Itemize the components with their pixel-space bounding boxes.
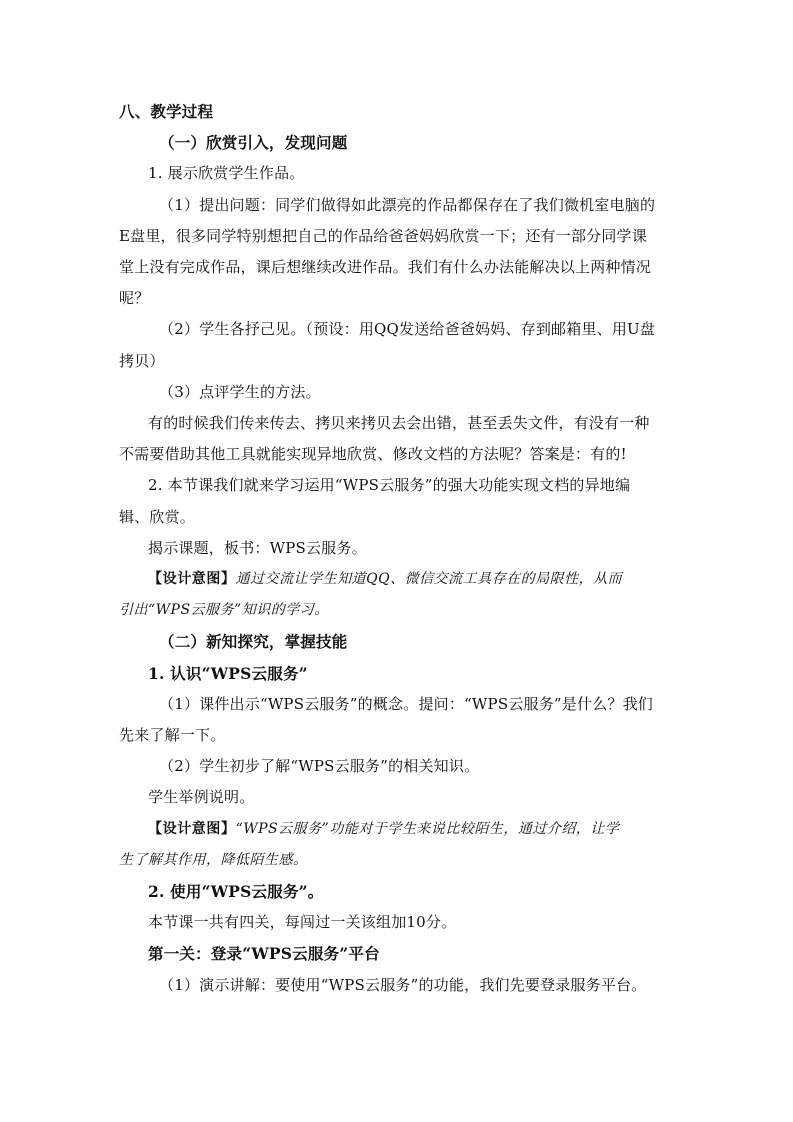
design-intent-2-line-2: 生了解其作用，降低陌生感。	[119, 851, 308, 868]
part1-title: （一）欣赏引入，发现问题	[159, 133, 348, 153]
paragraph-12: （1）演示讲解：要使用“WPS云服务”的功能，我们先要登录服务平台。	[159, 975, 647, 994]
subsection-2-title: 2. 使用“WPS云服务”。	[148, 882, 324, 902]
subsection-1-title: 1. 认识“WPS云服务”	[148, 663, 308, 683]
paragraph-11: 本节课一共有四关，每闯过一关该组加10分。	[148, 913, 457, 932]
document-body	[119, 96, 675, 1001]
section-title: 八、教学过程	[119, 102, 214, 121]
paragraph-10: 学生举例说明。	[148, 788, 255, 807]
design-intent-1-line-2: 引出“WPS云服务”知识的学习。	[119, 602, 329, 619]
paragraph-8-line-1: （1）课件出示“WPS云服务”的概念。提问：“WPS云服务”是什么？我们	[159, 694, 653, 713]
paragraph-9: （2）学生初步了解“WPS云服务”的相关知识。	[159, 757, 480, 776]
design-intent-2-line-1	[119, 814, 675, 845]
paragraph-8-line-2: 先来了解一下。	[119, 726, 226, 745]
paragraph-6-line-2: 辑、欣赏。	[119, 507, 196, 526]
paragraph-5-line-2: 不需要借助其他工具就能实现异地欣赏、修改文档的方法呢？答案是：有的!	[119, 445, 627, 464]
level-1-title: 第一关：登录“WPS云服务”平台	[148, 944, 380, 964]
paragraph-7: 揭示课题，板书：WPS云服务。	[148, 538, 367, 557]
paragraph-2-line-4: 呢？	[119, 289, 150, 308]
design-intent-tag: 【设计意图】	[148, 820, 236, 837]
paragraph-5-line-1: 有的时候我们传来传去、拷贝来拷贝去会出错，甚至丢失文件，有没有一种	[148, 414, 650, 433]
paragraph-6-line-1: 2. 本节课我们就来学习运用“WPS云服务”的强大功能实现文档的异地编	[148, 476, 631, 495]
design-intent-1-line-1	[119, 564, 675, 595]
design-intent-tag: 【设计意图】	[148, 571, 236, 588]
paragraph-3-line-2: 拷贝）	[119, 351, 165, 370]
paragraph-2-line-1: （1）提出问题：同学们做得如此漂亮的作品都保存在了我们微机室电脑的	[159, 195, 656, 214]
paragraph-2-line-3: 堂上没有完成作品，课后想继续改进作品。我们有什么办法能解决以上两种情况	[119, 258, 652, 277]
design-intent-2-text: “WPS云服务”功能对于学生来说比较陌生，通过介绍，让学	[235, 820, 620, 837]
paragraph-1: 1. 展示欣赏学生作品。	[148, 164, 305, 183]
paragraph-2-line-2: E盘里，很多同学特别想把自己的作品给爸爸妈妈欣赏一下；还有一部分同学课	[119, 226, 647, 245]
design-intent-1-text: 通过交流让学生知道QQ、微信交流工具存在的局限性，从而	[235, 571, 623, 588]
paragraph-4: （3）点评学生的方法。	[159, 382, 321, 401]
paragraph-3-line-1: （2）学生各抒己见。（预设：用QQ发送给爸爸妈妈、存到邮箱里、用U盘	[159, 320, 656, 339]
part2-title: （二）新知探究，掌握技能	[159, 632, 348, 652]
